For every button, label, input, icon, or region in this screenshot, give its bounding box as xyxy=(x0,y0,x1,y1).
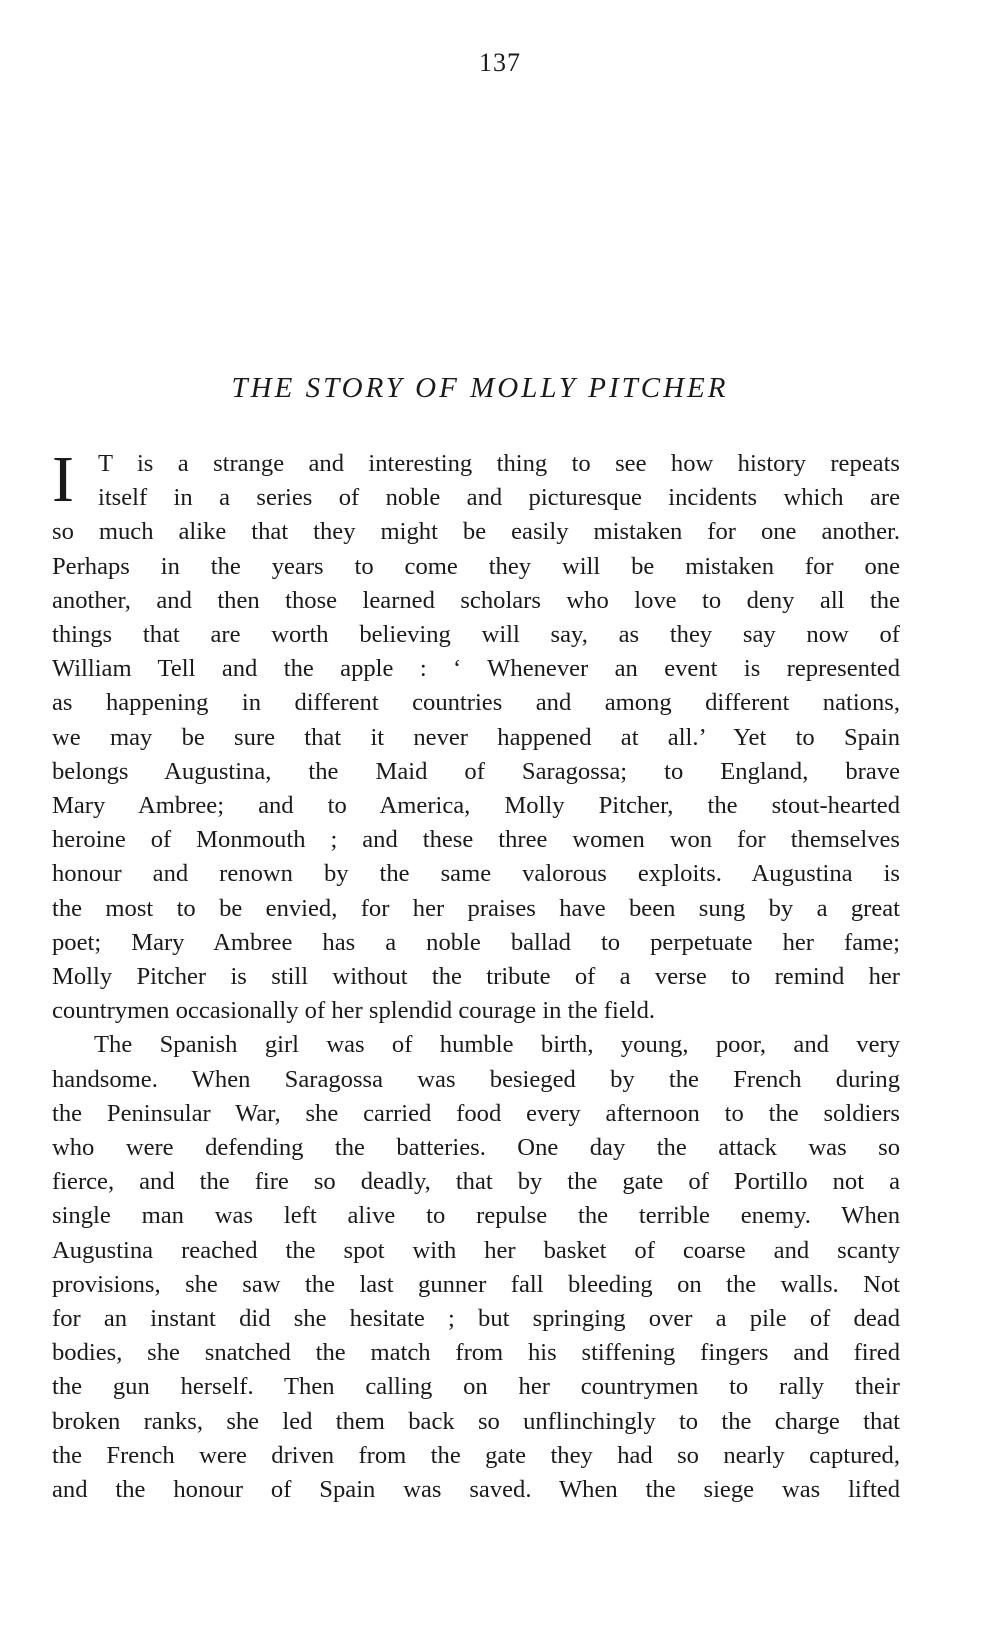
text-line: who were defending the batteries. One day the attack was so xyxy=(52,1134,900,1162)
text-line: Mary Ambree; and to America, Molly Pitcher, the stout-hearted xyxy=(52,792,900,820)
text-line: we may be sure that it never happened at all.’ Yet to Spain xyxy=(52,723,900,751)
text-line: the most to be envied, for her praises have been sung by a great xyxy=(52,894,900,922)
text-line: Molly Pitcher is still without the tribute of a verse to remind her xyxy=(52,963,900,991)
text-line: Perhaps in the years to come they will be mistaken for one xyxy=(52,552,900,580)
text-line: the gun herself. Then calling on her countrymen to rally their xyxy=(52,1373,900,1401)
text-line: fierce, and the fire so deadly, that by the gate of Portillo not a xyxy=(52,1168,900,1196)
paragraph-2 xyxy=(52,1028,900,1507)
text-line: belongs Augustina, the Maid of Saragossa; to England, brave xyxy=(52,757,900,785)
text-line: single man was left alive to repulse the terrible enemy. When xyxy=(52,1202,900,1230)
text-line: another, and then those learned scholars who love to deny all the xyxy=(52,586,900,614)
text-line: as happening in different countries and among different nations, xyxy=(52,689,900,717)
text-line: handsome. When Saragossa was besieged by the French during xyxy=(52,1065,900,1093)
text-line: itself in a series of noble and picturesque incidents which are xyxy=(98,484,900,512)
drop-cap: I xyxy=(52,443,74,516)
text-line: Augustina reached the spot with her basket of coarse and scanty xyxy=(52,1236,900,1264)
body-text xyxy=(52,443,900,1507)
text-line: provisions, she saw the last gunner fall bleeding on the walls. Not xyxy=(52,1270,900,1298)
text-line: the Peninsular War, she carried food every afternoon to the soldiers xyxy=(52,1099,900,1127)
page-number: 137 xyxy=(479,48,521,77)
chapter-title: THE STORY OF MOLLY PITCHER xyxy=(231,372,729,404)
paragraph-1 xyxy=(52,443,900,1028)
text-line: poet; Mary Ambree has a noble ballad to perpetuate her fame; xyxy=(52,928,900,956)
text-line: broken ranks, she led them back so unflinchingly to the charge that xyxy=(52,1407,900,1435)
text-line: the French were driven from the gate they had so nearly captured, xyxy=(52,1441,900,1469)
text-line: for an instant did she hesitate ; but springing over a pile of dead xyxy=(52,1305,900,1333)
text-line: bodies, she snatched the match from his stiffening fingers and fired xyxy=(52,1339,900,1367)
text-line: so much alike that they might be easily mistaken for one another. xyxy=(52,518,900,546)
text-line: William Tell and the apple : ‘ Whenever an event is represented xyxy=(52,655,900,683)
text-line: The Spanish girl was of humble birth, young, poor, and very xyxy=(94,1031,900,1059)
text-line: heroine of Monmouth ; and these three women won for themselves xyxy=(52,826,900,854)
text-line: countrymen occasionally of her splendid courage in the field. xyxy=(52,997,656,1025)
text-line: honour and renown by the same valorous exploits. Augustina is xyxy=(52,860,900,888)
text-line: things that are worth believing will say, as they say now of xyxy=(52,621,900,649)
text-line: and the honour of Spain was saved. When the siege was lifted xyxy=(52,1476,900,1504)
text-line: T is a strange and interesting thing to see how history repeats xyxy=(98,450,900,477)
